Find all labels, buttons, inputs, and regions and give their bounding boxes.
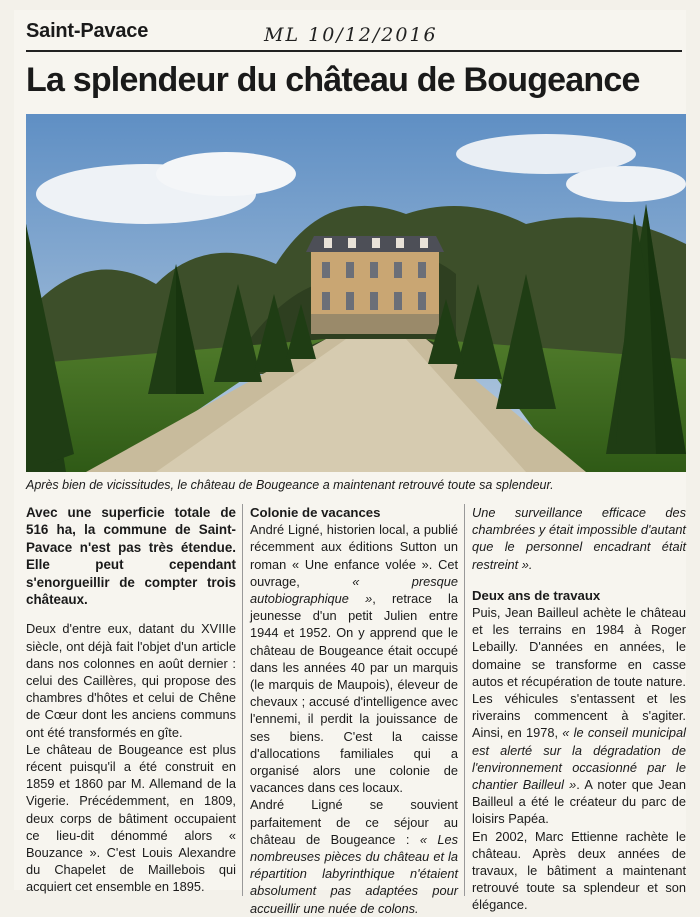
kicker-location: Saint-Pavace [26,20,149,42]
article-column-2 [250,504,458,917]
article-column-1 [26,504,236,896]
newspaper-clipping [14,10,687,916]
column-divider [464,504,465,896]
article-paragraph: André Ligné se souvient parfaitement de ce séjour au château de Bougeance : « Les nombreuses pièces du château et la répartition labyrinthique n'étaient absolument pas adaptées pour accueillir une nuée de colons. [250,797,458,916]
article-paragraph: Une surveillance efficace des chambrées y était impossible d'autant que le personnel encadrant était restreint ». [472,505,686,572]
article-paragraph: André Ligné, historien local, a publié récemment aux éditions Sutton un roman « Une enfance volée ». Cet ouvrage, « presque autobiographique », retrace la jeunesse d'un petit Julien entre 1944 et 1952. On y apprend que le château de Bougeance était occupé dans les années 40 par un marquis (le marquis de Maupois), éleveur de chevaux ; accusé d'intelligence avec l'ennemi, il perdit la jouissance de ses biens. C'est la caisse d'allocations familiales qui a organisé alors une colonie de vacances dans ces locaux. [250,522,458,796]
handwritten-date-note: ML 10/12/2016 [264,24,438,46]
article-paragraph: En 2002, Marc Ettienne rachète le château. Après deux années de travaux, le bâtiment a maintenant retrouvé toute sa splendeur et son élégance. [472,828,686,913]
column-divider [242,504,243,896]
photo-caption: Après bien de vicissitudes, le château de Bougeance a maintenant retrouvé toute sa splendeur. [26,478,554,492]
chateau-photo-illustration [26,114,686,472]
article-lead: Avec une superficie totale de 516 ha, la commune de Saint-Pavace n'est pas très étendue. Elle peut cependant s'enorgueillir de compter trois châteaux. [26,505,236,608]
article-paragraph: Le château de Bougeance est plus récent puisqu'il a été construit en 1859 et 1860 par M. Allemand de la Vigerie. Précédemment, en 1809, deux corps de bâtiment occupaient ce lieu-dit dénommé alors « Bouzance ». C'est Louis Alexandre du Chapelet de Maillebois qui acquiert cet ensemble en 1895. [26,741,236,895]
section-subhead: Deux ans de travaux [472,587,601,603]
chateau-photo [26,114,686,472]
header-rule [26,50,682,52]
article-column-3 [472,504,686,914]
section-subhead: Colonie de vacances [250,505,381,520]
article-paragraph: Puis, Jean Bailleul achète le château et les terrains en 1984 à Roger Lebailly. D'années en années, le domaine se transforme en casse autos et récupération de toute nature. Les véhicules s'entassent et les riverains commencent à s'agiter. Ainsi, en 1978, « le conseil municipal est alerté sur la dégradation de l'environnement occasionné par le chantier Bailleul ». A noter que Jean Bailleul a été le créateur du parc de loisirs Papéa. [472,605,687,827]
article-paragraph: Deux d'entre eux, datant du XVIIIe siècle, ont déjà fait l'objet d'un article dans nos colonnes en août dernier : celui des Caillères, qui propose des chambres d'hôtes et celui de Chêne de Cœur dont les anciens communs ont été transformés en gîte. [26,621,236,740]
article-headline: La splendeur du château de Bougeance [26,61,640,99]
